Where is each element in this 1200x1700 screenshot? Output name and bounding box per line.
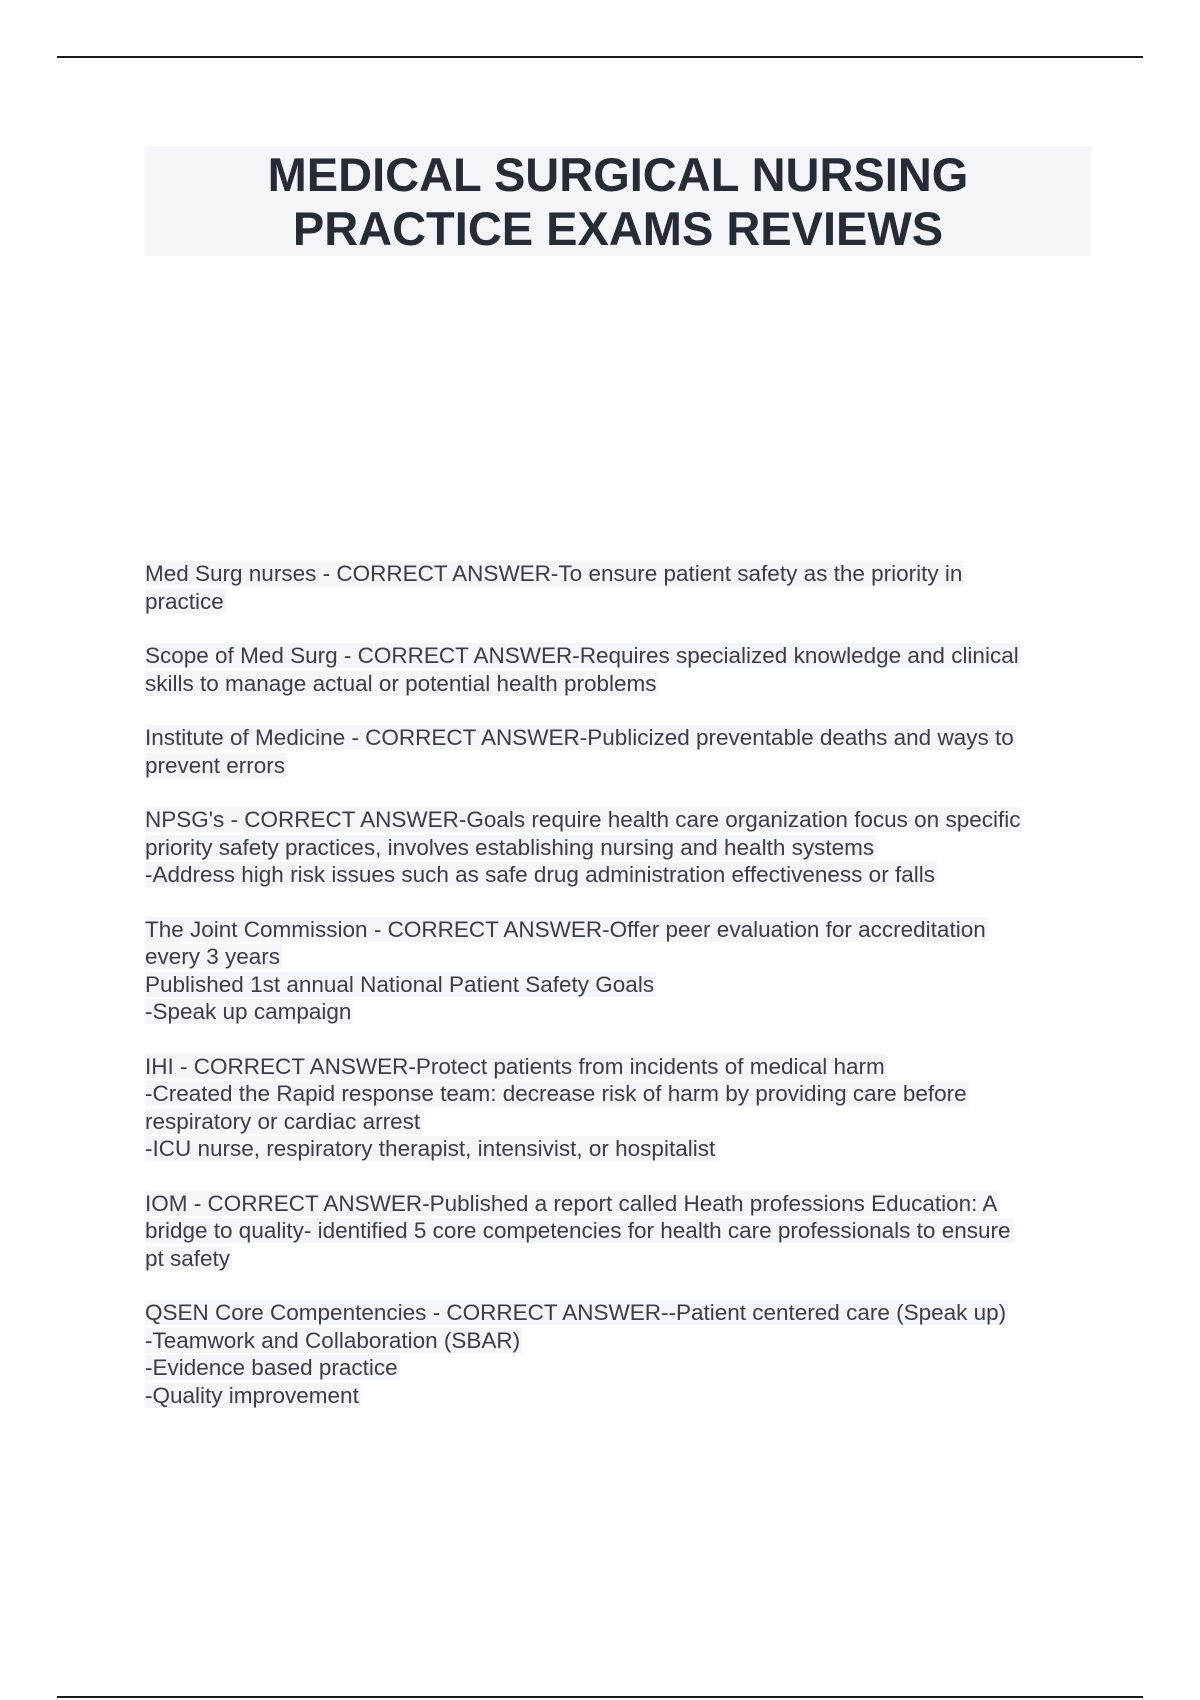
qa-entry — [145, 1299, 1091, 1409]
qa-entry-line — [145, 642, 1091, 670]
qa-entry-text: every 3 years — [145, 944, 281, 969]
qa-entry-line — [145, 861, 1091, 889]
qa-entry-text: -Speak up campaign — [145, 999, 352, 1024]
qa-entry-text: pt safety — [145, 1245, 231, 1271]
qa-entry-text: -Created the Rapid response team: decrease risk of harm by providing care before — [145, 1081, 967, 1106]
qa-entry-text: Institute of Medicine - CORRECT ANSWER-Publicized preventable deaths and ways to — [145, 725, 1014, 750]
qa-entry-line — [145, 971, 1091, 999]
title-line-1: MEDICAL SURGICAL NURSING — [267, 148, 969, 201]
qa-entry-text: skills to manage actual or potential health problems — [145, 670, 657, 696]
qa-entry-line — [145, 943, 1091, 971]
qa-entry-text: NPSG's - CORRECT ANSWER-Goals require health care organization focus on specific — [145, 807, 1021, 832]
title-line-2: PRACTICE EXAMS REVIEWS — [292, 202, 944, 255]
qa-entry-text: -Address high risk issues such as safe drug administration effectiveness or falls — [145, 862, 935, 887]
qa-entry-line — [145, 1245, 1091, 1273]
qa-entry-line — [145, 1217, 1091, 1245]
qa-entry-line — [145, 834, 1091, 862]
qa-entry-line — [145, 724, 1091, 752]
qa-entry-text: practice — [145, 588, 224, 614]
qa-entry-line — [145, 1327, 1091, 1355]
qa-entry-text: priority safety practices, involves establishing nursing and health systems — [145, 834, 875, 860]
qa-entry — [145, 806, 1091, 889]
qa-entry-line — [145, 998, 1091, 1026]
qa-entry — [145, 916, 1091, 1026]
qa-entry-line — [145, 1053, 1091, 1081]
document-title — [145, 146, 1091, 256]
qa-entry-text: -ICU nurse, respiratory therapist, intensivist, or hospitalist — [145, 1136, 716, 1161]
qa-entry-line — [145, 588, 1091, 616]
qa-entry-line — [145, 806, 1091, 834]
qa-entry-text: Published 1st annual National Patient Safety Goals — [145, 971, 655, 997]
qa-entry-line — [145, 1080, 1091, 1108]
top-divider — [57, 56, 1143, 58]
qa-entry — [145, 1053, 1091, 1163]
qa-entry-line — [145, 670, 1091, 698]
qa-entry-text: -Quality improvement — [145, 1382, 359, 1408]
qa-entry-text: The Joint Commission - CORRECT ANSWER-Offer peer evaluation for accreditation — [145, 916, 986, 942]
qa-entry-text: -Teamwork and Collaboration (SBAR) — [145, 1327, 521, 1353]
qa-entry-text: Scope of Med Surg - CORRECT ANSWER-Requires specialized knowledge and clinical — [145, 643, 1019, 668]
qa-entry-text: prevent errors — [145, 752, 286, 778]
qa-entry-line — [145, 916, 1091, 944]
qa-entry — [145, 642, 1091, 697]
qa-entry-line — [145, 1135, 1091, 1163]
qa-entry — [145, 724, 1091, 779]
qa-entry — [145, 1190, 1091, 1273]
qa-entry-line — [145, 1382, 1091, 1410]
qa-entry-line — [145, 1354, 1091, 1382]
qa-entry-line — [145, 752, 1091, 780]
qa-entry-text: bridge to quality- identified 5 core competencies for health care professionals to ensure — [145, 1218, 1011, 1243]
qa-entry-text: QSEN Core Compentencies - CORRECT ANSWER--Patient centered care (Speak up) — [145, 1300, 1007, 1325]
qa-entry-line — [145, 1108, 1091, 1136]
qa-entry-text: respiratory or cardiac arrest — [145, 1108, 421, 1134]
bottom-divider — [57, 1696, 1143, 1698]
qa-entry-line — [145, 560, 1091, 588]
qa-entry-text: Med Surg nurses - CORRECT ANSWER-To ensure patient safety as the priority in — [145, 561, 963, 586]
qa-entry-text: IHI - CORRECT ANSWER-Protect patients from incidents of medical harm — [145, 1053, 885, 1079]
qa-entry-line — [145, 1299, 1091, 1327]
qa-entry-line — [145, 1190, 1091, 1218]
qa-list — [145, 560, 1091, 1436]
qa-entry — [145, 560, 1091, 615]
qa-entry-text: IOM - CORRECT ANSWER-Published a report called Heath professions Education: A — [145, 1190, 998, 1216]
qa-entry-text: -Evidence based practice — [145, 1355, 398, 1380]
